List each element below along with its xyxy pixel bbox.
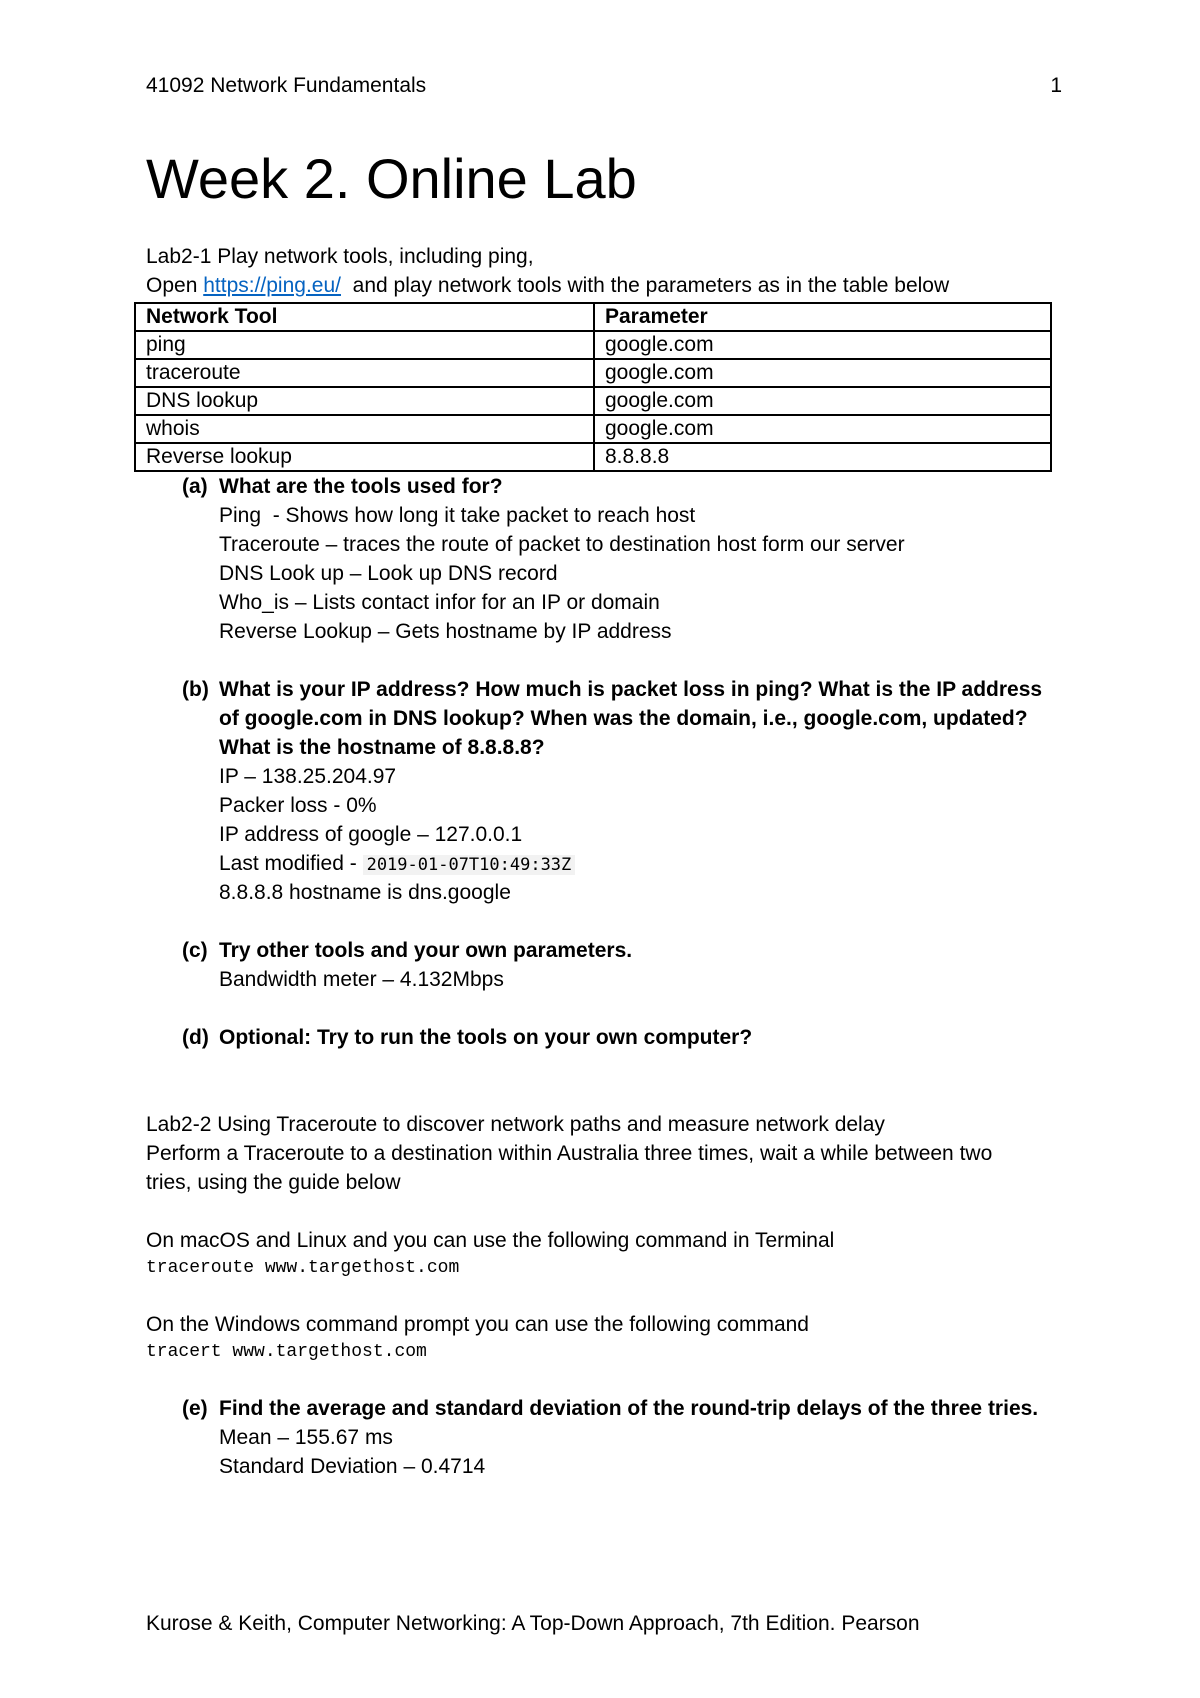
question-a	[182, 472, 1066, 646]
question-d	[182, 1023, 1066, 1052]
lab2-heading: Lab2-2 Using Traceroute to discover network paths and measure network delay	[146, 1113, 885, 1136]
windows-instructions: On the Windows command prompt you can use the following command	[146, 1313, 809, 1336]
answer-line: Standard Deviation – 0.4714	[219, 1455, 486, 1478]
document-body	[146, 242, 1066, 1481]
question-text: Find the average and standard deviation of the round-trip delays of the three tries.	[219, 1397, 1039, 1420]
question-label: (c)	[182, 939, 208, 962]
intro-after-link: and play network tools with the parameters as in the table below	[340, 274, 950, 297]
table-header-row	[135, 303, 1051, 331]
question-text: Try other tools and your own parameters.	[219, 939, 633, 962]
answer-line: Mean – 155.67 ms	[219, 1426, 393, 1449]
question-label: (d)	[182, 1026, 209, 1049]
answer-line: 8.8.8.8 hostname is dns.google	[219, 881, 511, 904]
lab1-heading: Lab2-1 Play network tools, including ping,	[146, 245, 534, 268]
lab1-intro	[146, 271, 1066, 300]
table-cell-tool: traceroute	[135, 359, 594, 387]
table-cell-tool: DNS lookup	[135, 387, 594, 415]
table-cell-tool: Reverse lookup	[135, 443, 594, 471]
page-footer: Kurose & Keith, Computer Networking: A Top-Down Approach, 7th Edition. Pearson	[146, 1612, 920, 1635]
modified-value: 2019-01-07T10:49:33Z	[363, 855, 576, 875]
page-title: Week 2. Online Lab	[146, 147, 637, 210]
answer-line: Bandwidth meter – 4.132Mbps	[219, 968, 504, 991]
answer-line: Reverse Lookup – Gets hostname by IP address	[219, 620, 672, 643]
question-text: What is your IP address? How much is packet loss in ping? What is the IP address of google.com in DNS lookup? When was the domain, i.e., google.com, updated? What is the hostname of 8.8.8.8?	[219, 678, 1043, 759]
table-cell-parameter: google.com	[594, 415, 1051, 443]
intro-before-link: Open	[146, 274, 204, 297]
answer-line: IP address of google – 127.0.0.1	[219, 823, 523, 846]
question-label: (e)	[182, 1397, 208, 1420]
page-header	[146, 74, 1062, 98]
table-cell-parameter: 8.8.8.8	[594, 443, 1051, 471]
table-cell-parameter: google.com	[594, 359, 1051, 387]
question-b	[182, 675, 1066, 907]
table-row	[135, 387, 1051, 415]
answer-line: Traceroute – traces the route of packet to destination host form our server	[219, 533, 905, 556]
table-cell-parameter: google.com	[594, 387, 1051, 415]
table-row	[135, 415, 1051, 443]
question-c	[182, 936, 1066, 994]
question-text: Optional: Try to run the tools on your own computer?	[219, 1026, 753, 1049]
mac-instructions: On macOS and Linux and you can use the following command in Terminal	[146, 1229, 835, 1252]
answer-line-modified	[219, 849, 1066, 878]
question-label: (a)	[182, 475, 208, 498]
answer-line: Ping - Shows how long it take packet to reach host	[219, 504, 696, 527]
table-header-cell: Parameter	[594, 303, 1051, 331]
modified-label: Last modified -	[219, 852, 363, 875]
lab2-intro-line: Perform a Traceroute to a destination within Australia three times, wait a while between two	[146, 1142, 993, 1165]
table-cell-parameter: google.com	[594, 331, 1051, 359]
table-header-cell: Network Tool	[135, 303, 594, 331]
course-name: 41092 Network Fundamentals	[146, 74, 427, 97]
question-text: What are the tools used for?	[219, 475, 503, 498]
answer-line: Who_is – Lists contact infor for an IP or domain	[219, 591, 660, 614]
mac-command: traceroute www.targethost.com	[146, 1258, 460, 1278]
table-cell-tool: whois	[135, 415, 594, 443]
question-label: (b)	[182, 678, 209, 701]
lab2-intro-line: tries, using the guide below	[146, 1171, 401, 1194]
network-tools-table	[134, 302, 1052, 472]
question-e	[182, 1394, 1066, 1481]
ping-eu-link[interactable]: https://ping.eu/	[203, 274, 341, 297]
answer-line: DNS Look up – Look up DNS record	[219, 562, 558, 585]
page-number: 1	[1050, 74, 1062, 97]
answer-line: Packer loss - 0%	[219, 794, 377, 817]
table-row	[135, 443, 1051, 471]
answer-line: IP – 138.25.204.97	[219, 765, 397, 788]
table-row	[135, 331, 1051, 359]
table-cell-tool: ping	[135, 331, 594, 359]
table-row	[135, 359, 1051, 387]
windows-command: tracert www.targethost.com	[146, 1342, 427, 1362]
